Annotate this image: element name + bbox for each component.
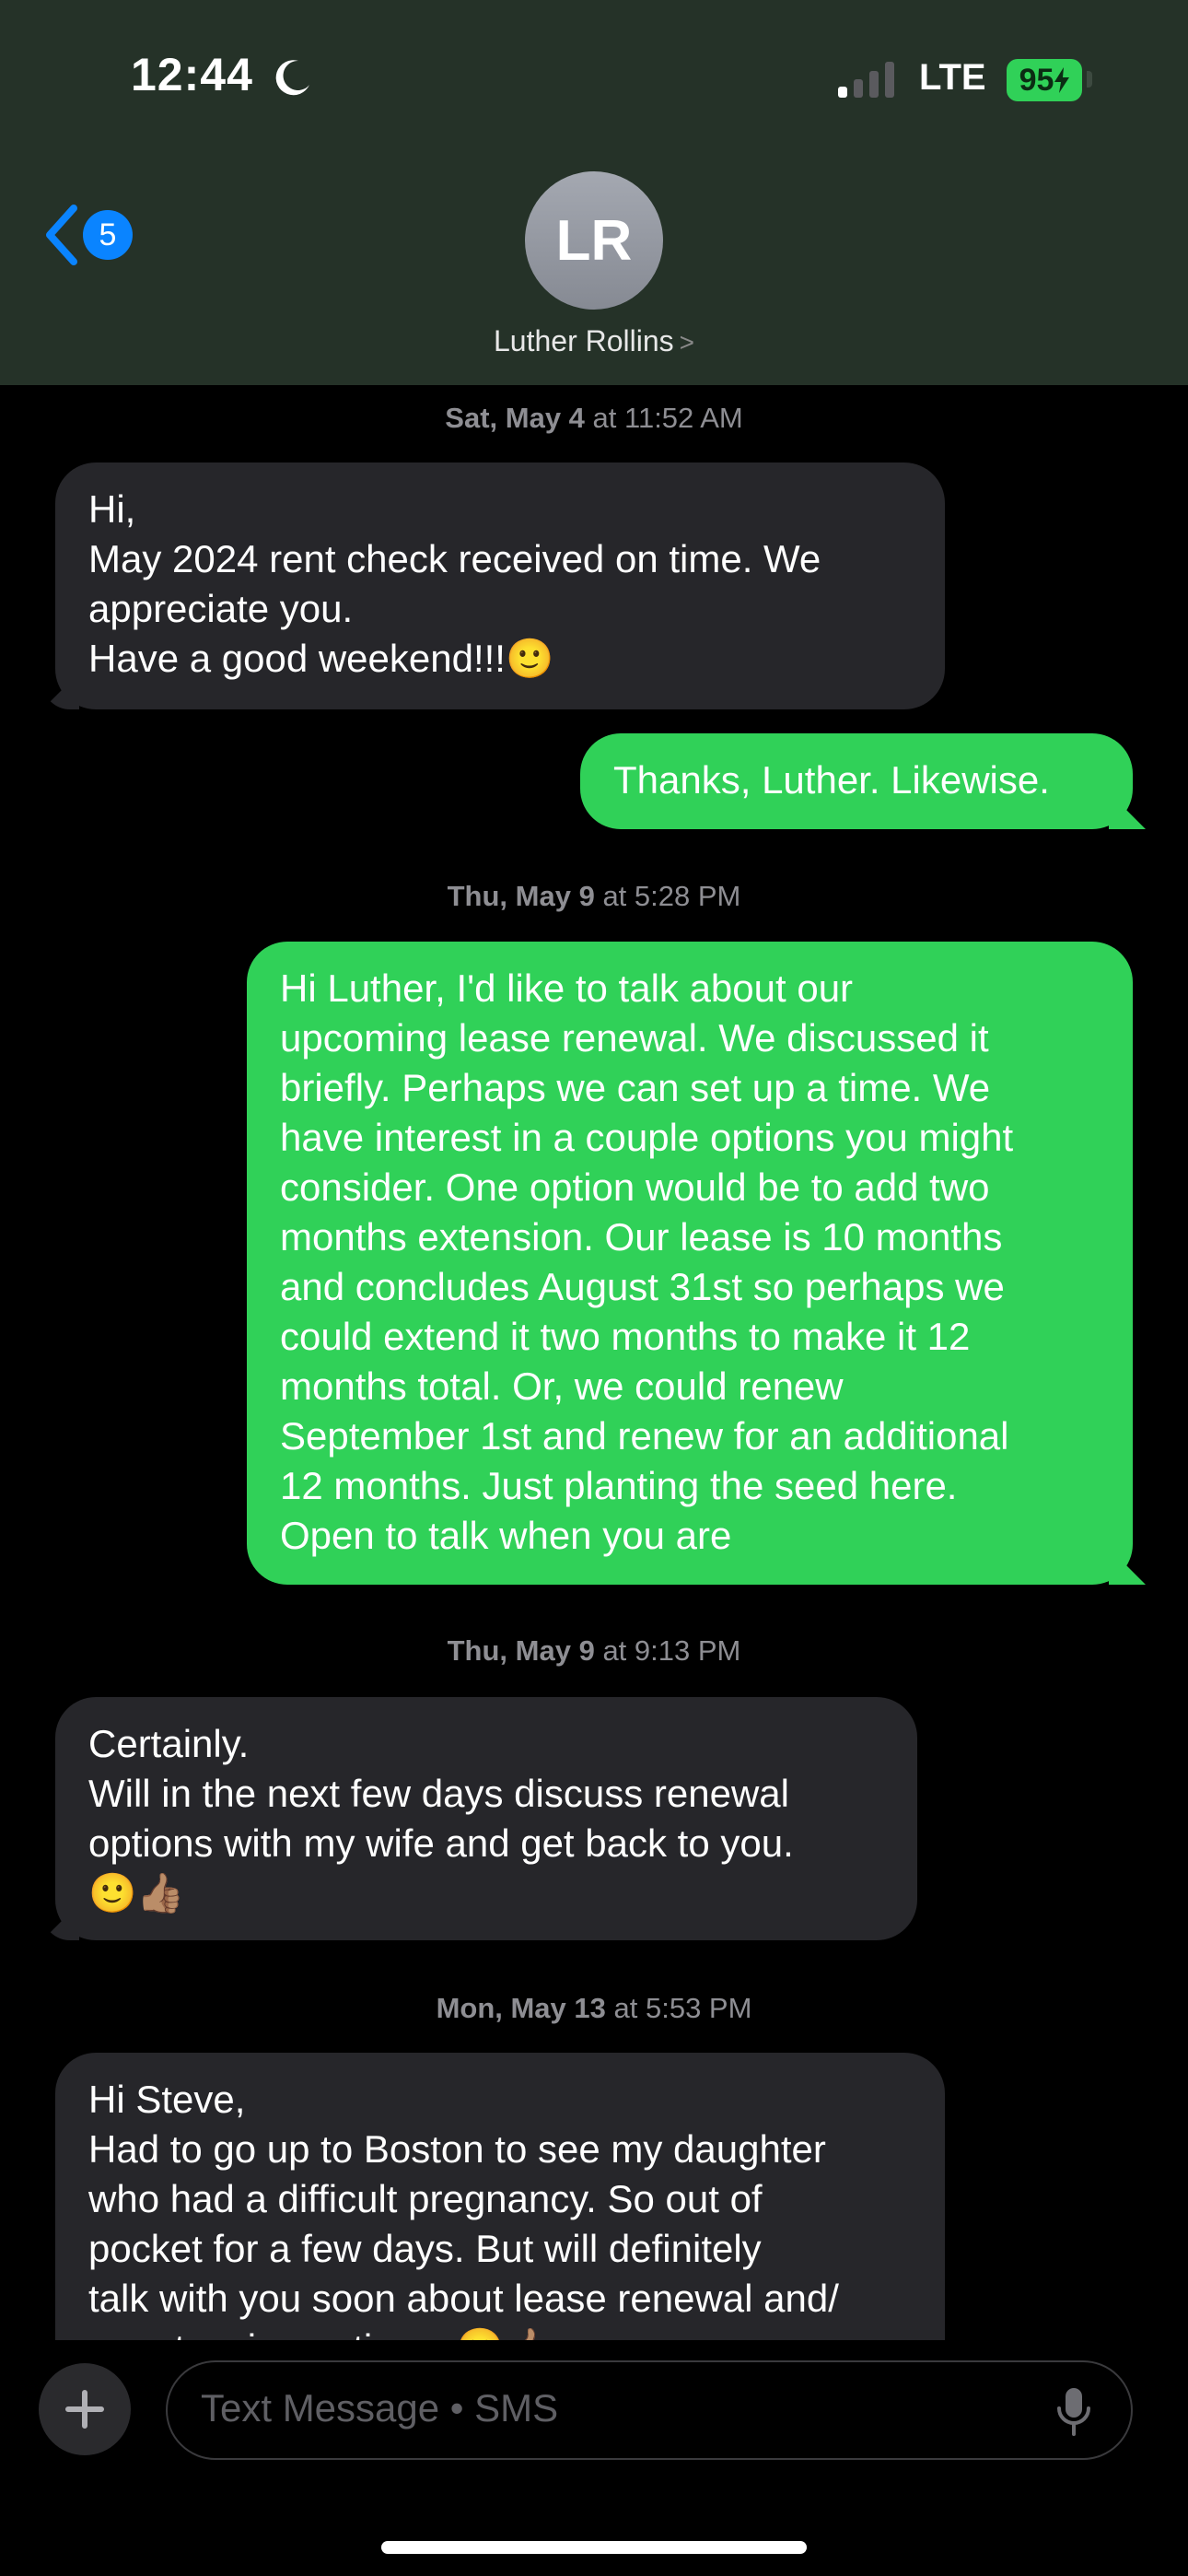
outgoing-message[interactable] <box>580 733 1133 829</box>
message-line: briefly. Perhaps we can set up a time. We <box>280 1066 991 1109</box>
timestamp: Thu, May 9 at 5:28 PM <box>447 880 741 912</box>
moon-icon <box>273 57 313 98</box>
message-line: Hi, <box>88 487 136 531</box>
incoming-message[interactable] <box>55 1697 917 1940</box>
contact-name: Luther Rollins <box>493 324 674 357</box>
message-line: 12 months. Just planting the seed here. <box>280 1464 958 1507</box>
network-type: LTE <box>919 57 986 98</box>
message-line: Will in the next few days discuss renewal <box>88 1772 789 1815</box>
signal-icon <box>836 59 901 100</box>
message-line: September 1st and renew for an additional <box>280 1414 1009 1458</box>
timestamp: Thu, May 9 at 9:13 PM <box>447 1634 741 1667</box>
message-line: talk with you soon about lease renewal and/ <box>88 2277 839 2320</box>
outgoing-message[interactable] <box>247 942 1133 1585</box>
battery-indicator <box>1007 59 1082 101</box>
message-line: Certainly. <box>88 1722 250 1765</box>
message-line: May 2024 rent check received on time. We <box>88 537 821 580</box>
chevron-right-icon: > <box>679 328 694 357</box>
message-line: who had a difficult pregnancy. So out of <box>88 2177 763 2220</box>
message-line: Open to talk when you are <box>280 1514 732 1557</box>
message-line: and concludes August 31st so perhaps we <box>280 1265 1005 1308</box>
message-line: could extend it two months to make it 12 <box>280 1315 971 1358</box>
message-line: appreciate you. <box>88 587 354 630</box>
incoming-message[interactable] <box>55 463 945 709</box>
contact-name-button[interactable] <box>0 324 1188 358</box>
status-time: 12:44 <box>131 49 253 100</box>
microphone-icon[interactable] <box>1055 2386 1092 2438</box>
message-line: Have a good weekend!!!🙂 <box>88 637 554 680</box>
battery-level: 95 <box>1019 62 1054 98</box>
timestamp: Sat, May 4 at 11:52 AM <box>445 402 743 434</box>
message-line: have interest in a couple options you might <box>280 1116 1014 1159</box>
back-button[interactable] <box>42 205 133 265</box>
message-line: Hi Luther, I'd like to talk about our <box>280 966 854 1010</box>
message-line: Thanks, Luther. Likewise. <box>613 758 1050 802</box>
message-input-placeholder: Text Message • SMS <box>201 2386 559 2430</box>
message-line: pocket for a few days. But will definitely <box>88 2227 762 2270</box>
message-line: upcoming lease renewal. We discussed it <box>280 1016 989 1060</box>
timestamp: Mon, May 13 at 5:53 PM <box>436 1992 752 2024</box>
message-line: consider. One option would be to add two <box>280 1165 990 1209</box>
back-chevron-icon <box>42 205 79 265</box>
message-line: Had to go up to Boston to see my daughter <box>88 2127 826 2171</box>
battery-cap <box>1087 71 1092 88</box>
message-line: options with my wife and get back to you. <box>88 1821 794 1865</box>
message-line: months extension. Our lease is 10 months <box>280 1215 1003 1259</box>
charging-bolt-icon <box>1054 67 1069 93</box>
message-line: months total. Or, we could renew <box>280 1364 844 1408</box>
unread-badge: 5 <box>83 210 133 260</box>
plus-icon <box>64 2389 105 2430</box>
contact-avatar[interactable]: LR <box>525 171 663 310</box>
message-line: 🙂👍🏽 <box>88 1871 185 1914</box>
apps-button[interactable] <box>39 2363 131 2455</box>
home-indicator[interactable] <box>381 2541 807 2554</box>
message-line: Hi Steve, <box>88 2078 246 2121</box>
